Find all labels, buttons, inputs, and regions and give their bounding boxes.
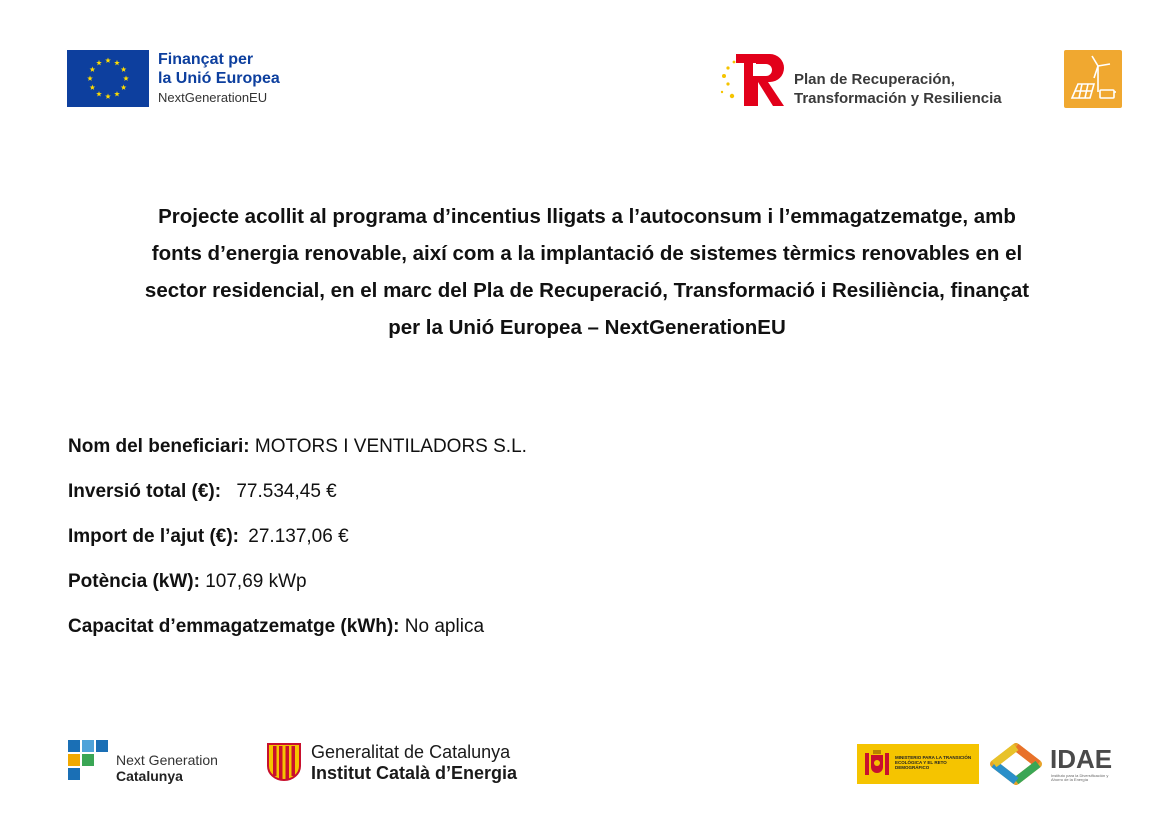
ngc-label-line2: Catalunya (116, 768, 183, 784)
prtr-label-line2: Transformación y Resiliencia (794, 90, 1002, 107)
spain-coat-of-arms-icon (863, 749, 891, 779)
eu-star (121, 85, 127, 90)
eu-label-line3: NextGenerationEU (158, 90, 268, 105)
eu-star (105, 58, 111, 63)
investment-row (68, 477, 527, 522)
ngc-squares-icon (68, 740, 110, 782)
beneficiary-value: MOTORS I VENTILADORS S.L. (254, 436, 527, 457)
heading-line-2: fonts d’energia renovable, així com a la implantació de sistemes tèrmics renovables en el (151, 242, 1023, 265)
idae-subtitle: Instituto para la Diversificación y Ahorro de la Energía (1051, 773, 1109, 782)
eu-star (105, 94, 111, 99)
idae-symbol-icon (986, 743, 1046, 785)
storage-label: Capacitat d’emmagatzematge (kWh): (68, 616, 400, 637)
ngc-label (116, 752, 218, 784)
eu-star (114, 91, 120, 96)
power-label: Potència (kW): (68, 571, 200, 592)
aid-value: 27.137,06 € (248, 526, 349, 547)
wind-solar-icon (1064, 50, 1122, 108)
eu-label-line1: Finançat per (158, 51, 254, 68)
eu-star (87, 76, 93, 81)
prtr-label (794, 70, 1002, 108)
prtr-logo-icon (720, 52, 790, 108)
beneficiary-row (68, 432, 527, 477)
idae-label: IDAE (1050, 744, 1113, 774)
eu-funding-label (158, 50, 280, 106)
heading-line-4: per la Unió Europea – NextGenerationEU (388, 316, 786, 339)
investment-value: 77.534,45 € (236, 481, 337, 502)
beneficiary-label: Nom del beneficiari: (68, 436, 250, 457)
prtr-label-line1: Plan de Recuperación, (794, 71, 955, 88)
power-value: 107,69 kWp (205, 571, 307, 592)
aid-label: Import de l’ajut (€): (68, 526, 239, 547)
eu-star (90, 85, 96, 90)
eu-flag-icon (67, 50, 149, 107)
eu-label-line2: la Unió Europea (158, 70, 280, 87)
aid-row (68, 522, 527, 567)
ministry-label: MINISTERIO PARA LA TRANSICIÓN ECOLÓGICA Y EL RETO DEMOGRÁFICO (895, 755, 972, 770)
eu-star (123, 76, 129, 81)
heading-line-3: sector residencial, en el marc del Pla de Recuperació, Transformació i Resiliència, finançat (144, 279, 1030, 302)
power-row (68, 567, 527, 612)
storage-value: No aplica (404, 616, 485, 637)
ngc-label-line1: Next Generation (116, 752, 218, 768)
eu-star (96, 91, 102, 96)
heading-line-1: Projecte acollit al programa d’incentius lligats a l’autoconsum i l’emmagatzematge, amb (158, 205, 1016, 228)
eu-star (90, 67, 96, 72)
eu-star (96, 60, 102, 65)
storage-row (68, 612, 527, 657)
investment-label: Inversió total (€): (68, 481, 222, 502)
eu-star (121, 67, 127, 72)
project-heading (40, 198, 1134, 346)
gencat-label (311, 742, 517, 784)
gencat-label-line1: Generalitat de Catalunya (311, 742, 511, 762)
ministry-banner (857, 744, 979, 784)
gencat-senyera-icon (266, 742, 302, 782)
eu-star (114, 60, 120, 65)
project-details (68, 432, 527, 657)
gencat-label-line2: Institut Català d’Energia (311, 763, 518, 783)
